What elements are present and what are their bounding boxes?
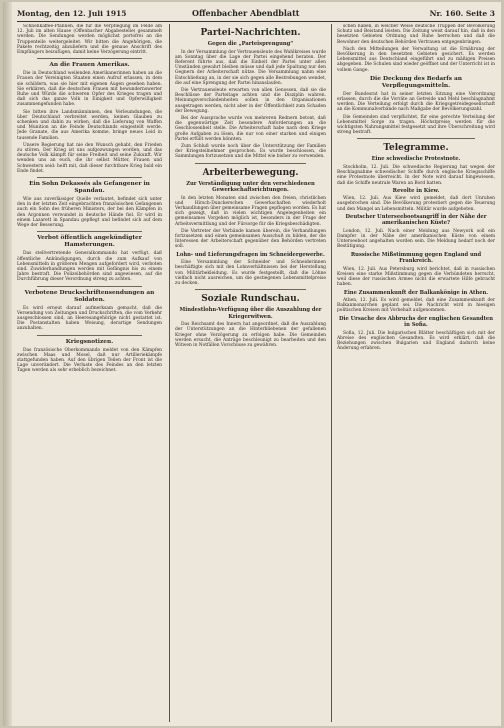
separator: [195, 163, 306, 164]
article-text: Die Vertreter der Verbände kamen überein, die Verhandlungen fortzusetzen und einen gemeinsamen Ausschuß zu bilden, der die Interessen der Arbeiterschaft gegenüber den Behörden vertreten soll.: [175, 228, 326, 250]
article-subheading: Zur Verständigung unter den verschiedenen Gewerkschaftsrichtungen.: [186, 180, 315, 194]
article-text: Wien, 12. Juli. Aus Kiew wird gemeldet, daß dort Unruhen ausgebrochen sind. Die Bevölkerung protestiert gegen die Teuerung und den Mangel an Lebensmitteln. Militär wurde aufgeboten.: [337, 196, 495, 212]
section-heading: Arbeiterbewegung.: [202, 167, 299, 178]
column-rule: [169, 24, 170, 722]
article-text: Wien, 12. Juli. Aus Petersburg wird berichtet, daß in russischen Kreisen eine starke Mißstimmung gegen die Verbündeten herrscht, weil diese der russischen Armee nicht die erwartete Hilfe gebracht haben.: [337, 266, 495, 288]
section-heading: Soziale Rundschau.: [201, 294, 300, 305]
article-text: Die Vertrauensleute erwarten von allen Genossen, daß sie die Beschlüsse der Parteitage achten und die Disziplin wahren. Meinungsverschiedenheiten sollen in den Organisationen ausgetragen werden, nicht aber in der Öffentlichkeit zum Schaden der Bewegung.: [175, 87, 326, 114]
separator: [37, 231, 142, 232]
separator: [37, 58, 142, 59]
newspaper-page: [3, 2, 501, 726]
article-text: Sie bitten ihre Landsmänninnen, den Verleumdungen, die über Deutschland verbreitet werden, keinen Glauben zu schenken und dahin zu wirken, daß die Lieferung von Waffen und Munition an die Feinde Deutschlands eingestellt werde. Jede Granate, die aus Amerika komme, bringe neues Leid in tausende Familien.: [17, 109, 162, 141]
article-heading: Verbotene Druckschriftensendungen an Soldaten.: [24, 289, 155, 303]
article-text: Schnellkaffee-Pfannen, die für die Verpflegung im Felde am 12. Juli im alten Hause (Offenbacher Abgabestelle) gesammelt werden. Die Sendungen werden möglichst portofrei an die Truppenteile weitergeleitet. Wir bitten die Angehörigen, die Pakete rechtzeitig abzuliefern und die genaue Anschrift des Empfängers beizufügen, damit keine Verzögerung eintritt.: [17, 24, 162, 56]
article-text: Nach den Mitteilungen der Verwaltung ist die Ernährung der Bevölkerung in den besetzten Gebieten gesichert. Es werden Lebensmittel aus Deutschland eingeführt und zu mäßigen Preisen abgegeben. Die Schulen sind wieder geöffnet und der Unterricht ist in vollem Gange.: [337, 46, 495, 73]
article-text: Das stellvertretende Generalkommando hat verfügt, daß öffentliche Ankündigungen, durch die zum Aufkauf von Lebensmitteln in größeren Mengen aufgefordert wird, verboten sind. Zuwiderhandlungen werden mit Gefängnis bis zu einem Jahre bestraft. Die Polizeibehörden sind angewiesen, auf die Durchführung dieser Verordnung streng zu achten.: [17, 251, 162, 283]
article-heading: Ein Sohn Dekassés als Gefangener in Spandau.: [29, 181, 150, 195]
section-heading: Telegramme.: [383, 143, 449, 154]
article-text: Das Reichsamt des Innern hat angeordnet, daß die Auszahlung der Unterstützungen an die Hinterbliebenen der gefallenen Krieger ohne Verzögerung zu erfolgen habe. Die Gemeinden werden ersucht, die Anträge beschleunigt zu bearbeiten und den Witwen in Notfällen Vorschüsse zu gewähren.: [175, 322, 326, 348]
article-text: Zum Schluß wurde noch über die Unterstützung der Familien der Kriegsteilnehmer gesprochen. Es wurde beschlossen, die Sammlungen fortzusetzen und die Mittel wie bisher zu verwenden.: [175, 143, 326, 160]
article-text: Die Gemeinden sind verpflichtet, für eine gerechte Verteilung der Lebensmittel Sorge zu tragen. Höchstpreise werden für die wichtigsten Nahrungsmittel festgesetzt und ihre Überschreitung wird streng bestraft.: [337, 114, 495, 136]
separator: [37, 177, 142, 178]
article-text: Bei der Aussprache wurde von mehreren Rednern betont, daß die gegenwärtige Zeit besondere Anforderungen an die Geschlossenheit stelle. Die Arbeiterschaft habe nach dem Kriege große Aufgaben zu lösen, die nur von einer starken und einigen Partei erfüllt werden könnten.: [175, 115, 326, 142]
column-middle: [175, 24, 326, 722]
article-text: schen haben, in welcher Weise deutsche Truppen der Bevölkerung Schutz und Beistand leisten. Die Zeitung weist darauf hin, daß in den besetzten Gebieten Ordnung und Ruhe herrschen und daß die Bewohner den deutschen Behörden Vertrauen entgegenbringen.: [337, 24, 495, 45]
separator: [37, 286, 142, 287]
article-text: Der Bundesrat hat in seiner letzten Sitzung eine Verordnung erlassen, durch die die Vorräte an Getreide und Mehl beschlagnahmt werden. Die Verteilung erfolgt durch die Kriegsgetreidegesellschaft an die Kommunalverbände nach Maßgabe der Bevölkerungszahl.: [337, 91, 495, 113]
article-text: Eine Versammlung der Schneider und Schneiderinnen beschäftigte sich mit den Lohnverhältnissen bei der Herstellung von Militärbekleidung. Es wurde festgestellt, daß die Löhne vielfach nicht ausreichen, um die gestiegenen Lebensmittelpreise zu decken.: [175, 260, 326, 286]
article-text: London, 12. Juli. Nach einer Meldung aus Newyork soll ein Dampfer in der Nähe der amerikanischen Küste von einem Unterseeboot angehalten worden sein. Die Meldung bedarf noch der Bestätigung.: [337, 228, 495, 250]
article-text: Das französische Oberkommando meldet von den Kämpfen zwischen Maas und Mosel, daß nur Artilleriekämpfe stattgefunden haben. Auf den übrigen Teilen der Front ist die Lage unverändert. Die Verluste des Feindes an den letzten Tagen werden als sehr erheblich bezeichnet.: [17, 347, 162, 374]
article-heading: An die Frauen Amerikas.: [49, 62, 130, 69]
article-text: Es wird erneut darauf aufmerksam gemacht, daß die Versendung von Zeitungen und Druckschriften, die vom Verkehr ausgeschlossen sind, an Heeresangehörige nicht gestattet ist. Die Postanstalten haben Weisung, derartige Sendungen anzuhalten.: [17, 305, 162, 332]
header-issue-page: Nr. 160. Seite 3: [429, 9, 495, 18]
article-text: In den letzten Monaten sind zwischen den freien, christlichen und Hirsch-Dunckerschen Gewerkschaften wiederholt Verhandlungen über gemeinsame Fragen gepflogen worden. Es hat sich gezeigt, daß in vielen wichtigen Angelegenheiten ein gemeinsames Vorgehen möglich ist, besonders in der Frage der Arbeitsvermittlung und der Fürsorge für die Kriegsbeschädigten.: [175, 195, 326, 227]
article-subheading: Deutscher Unterseebootsangriff in der Nähe der amerikanischen Küste?: [345, 213, 487, 227]
article-text: Sofia, 12. Juli. Die bulgarischen Blätter beschäftigen sich mit der Abreise des englischen Gesandten. Es wird erklärt, daß die Beziehungen zwischen Bulgarien und England dadurch keine Änderung erfahren.: [337, 330, 495, 352]
article-subheading: Lohn- und Lieferungsfragen im Schneidergewerbe.: [176, 251, 325, 258]
article-text: In der Versammlung der Vertrauensleute des Wahlkreises wurde am Sonntag über die Lage der Partei eingehend beraten. Der Referent führte aus, daß die Einheit der Partei unter allen Umständen gewahrt bleiben müsse und daß jede Spaltung nur den Gegnern der Arbeiterschaft nütze. Die Versammlung nahm eine Entschließung an, in der sie sich gegen alle Bestrebungen wendet, die auf eine Sprengung der Partei hinauslaufen.: [175, 49, 326, 86]
article-subheading: Eine schwedische Protestnote.: [371, 156, 461, 163]
article-subheading: Die Ursache des Abbruchs der englischen Gesandten in Sofia.: [339, 315, 493, 329]
separator: [37, 335, 142, 336]
header-masthead: Offenbacher Abendblatt: [192, 8, 300, 18]
article-heading: Verbot öffentlich angekündigter Hamsterungen.: [37, 235, 142, 249]
article-subheading: Russische Mißstimmung gegen England und Frankreich.: [350, 251, 482, 265]
article-subheading: Eine Zusammenkunft der Balkankönige in Athen.: [343, 289, 489, 296]
article-text: Athen, 12. Juli. Es wird gemeldet, daß eine Zusammenkunft der Balkanmonarchen geplant sei. Die Nachricht wird in hiesigen politischen Kreisen mit Vorbehalt aufgenommen.: [337, 298, 495, 314]
article-subheading: Revolte in Kiew.: [392, 187, 440, 194]
separator: [357, 138, 475, 139]
article-subheading: Gegen die „Parteisprengung“: [207, 41, 294, 47]
article-text: Die in Deutschland weilenden Amerikanerinnen haben an die Frauen der Vereinigten Staaten einen Aufruf erlassen, in dem sie schildern, was sie hier mit eigenen Augen gesehen haben. Sie erklären, daß die deutschen Frauen mit bewundernswerter Ruhe und Würde die schweren Opfer des Krieges tragen und daß sich das ganze Volk in Einigkeit und Opferwilligkeit zusammengefunden habe.: [17, 71, 162, 108]
article-subheading: Mindestlohn-Verfügung über die Auszahlung der Kriegerwitwen.: [179, 307, 322, 320]
article-heading: Kriegsnotizen.: [65, 338, 114, 345]
column-rule: [331, 24, 332, 722]
article-text: Unsere Regierung hat nie den Wunsch gehabt, den Frieden zu stören. Der Krieg ist uns aufgezwungen worden, und das deutsche Volk kämpft für seine Freiheit und seine Zukunft. Wir wenden uns an euch, die ihr selbst Mütter, Frauen und Schwestern seid: helft mit, daß dieser furchtbare Krieg bald ein Ende findet.: [17, 142, 162, 174]
column-left: [17, 24, 162, 722]
article-text: Wie aus zuverlässiger Quelle verlautet, befindet sich unter den in der letzten Zeit eingebrachten französischen Gefangenen auch ein Sohn des früheren Ministers, der bei den Kämpfen in den Argonnen verwundet in deutsche Hände fiel. Er wird in einem Lazarett in Spandau gepflegt und befindet sich auf dem Wege der Besserung.: [17, 197, 162, 229]
column-right: [337, 24, 495, 722]
header-date: Montag, den 12. Juli 1915: [17, 9, 127, 18]
section-heading: Partei-Nachrichten.: [200, 28, 301, 38]
article-text: Stockholm, 12. Juli. Die schwedische Regierung hat wegen der Beschlagnahme schwedischer Schiffe durch englische Kriegsschiffe eine Protestnote überreicht. In der Note wird darauf hingewiesen, daß die Schiffe neutrale Waren an Bord hatten.: [337, 164, 495, 186]
page-header: [17, 7, 495, 22]
article-heading: Die Deckung des Bedarfs an Verpflegungsmitteln.: [370, 75, 462, 89]
separator: [195, 289, 306, 290]
page-binding-edge: [3, 2, 12, 726]
